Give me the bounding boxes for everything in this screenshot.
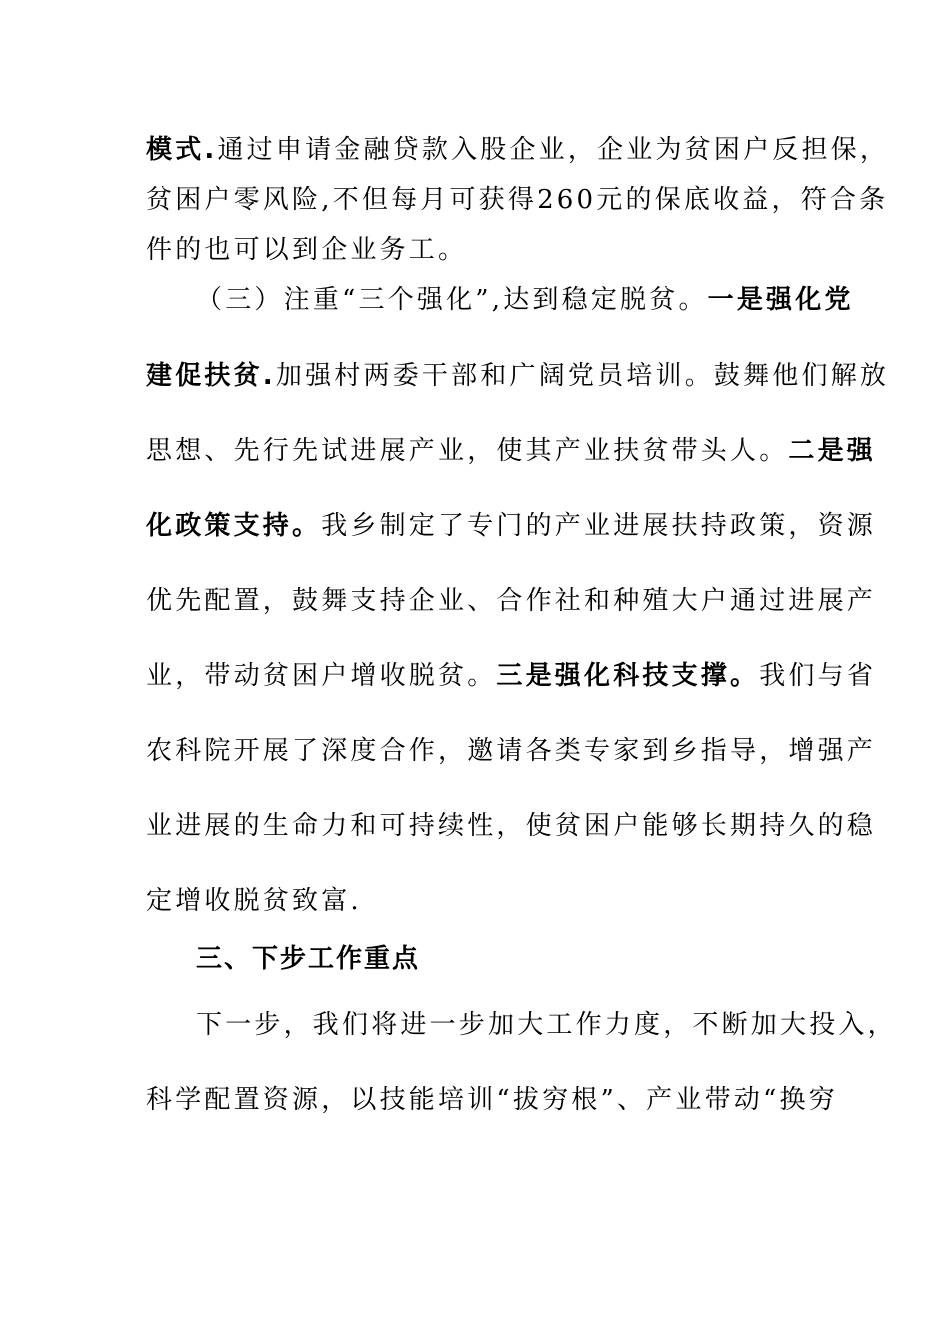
paragraph-line-14 xyxy=(146,1083,838,1117)
paragraph-line-13 xyxy=(196,1008,897,1042)
body-text: 优先配置，鼓舞支持企业、合作社和种殖大户通过进展产 xyxy=(146,586,877,616)
bold-mid-text: 三是强化科技支撑。 xyxy=(496,661,760,691)
paragraph-line-3 xyxy=(146,233,826,267)
section-heading xyxy=(196,942,876,976)
body-text: 下一步，我们将进一步加大工作力度，不断加大投入， xyxy=(196,1010,897,1040)
body-text: 业进展的生命力和可持续性，使贫困户能够长期持久的稳 xyxy=(146,811,877,841)
body-text: 农科院开展了深度合作，邀请各类专家到乡指导，增强产 xyxy=(146,736,877,766)
body-text: （三）注重“三个强化”,达到稳定脱贫。 xyxy=(196,285,708,315)
paragraph-line-1 xyxy=(146,133,890,167)
section-heading-text: 三、下步工作重点 xyxy=(196,944,421,974)
paragraph-line-5 xyxy=(146,359,890,393)
body-text: 业，带动贫困户增收脱贫。 xyxy=(146,661,497,691)
paragraph-line-7 xyxy=(146,509,877,543)
paragraph-line-10 xyxy=(146,734,877,768)
bold-lead-text: 模式. xyxy=(146,135,218,165)
paragraph-line-11 xyxy=(146,809,877,843)
paragraph-line-6 xyxy=(146,434,877,468)
paragraph-line-8 xyxy=(146,584,877,618)
paragraph-line-2 xyxy=(146,183,889,217)
body-text: 我们与省 xyxy=(759,661,877,691)
bold-lead-text: 建促扶贫. xyxy=(146,361,276,391)
body-text: 定增收脱贫致富. xyxy=(146,886,362,916)
paragraph-line-9 xyxy=(146,659,877,693)
body-text: 通过申请金融贷款入股企业，企业为贫困户反担保， xyxy=(217,135,890,165)
body-text: 思想、先行先试进展产业，使其产业扶贫带头人。 xyxy=(146,436,789,466)
body-text: 加强村两委干部和广阔党员培训。鼓舞他们解放 xyxy=(275,361,890,391)
body-text: 贫困户零风险,不但每月可获得260元的保底收益，符合条 xyxy=(146,185,889,215)
body-text: 科学配置资源，以技能培训“拔穷根”、产业带动“换穷 xyxy=(146,1085,838,1115)
bold-lead-text: 化政策支持。 xyxy=(146,511,322,541)
bold-tail-text: 一是强化党 xyxy=(707,285,854,315)
paragraph-line-4 xyxy=(196,283,876,317)
bold-tail-text: 二是强 xyxy=(788,436,877,466)
body-text: 我乡制定了专门的产业进展扶持政策，资源 xyxy=(321,511,877,541)
paragraph-line-12 xyxy=(146,884,826,918)
body-text: 件的也可以到企业务工。 xyxy=(146,235,468,265)
